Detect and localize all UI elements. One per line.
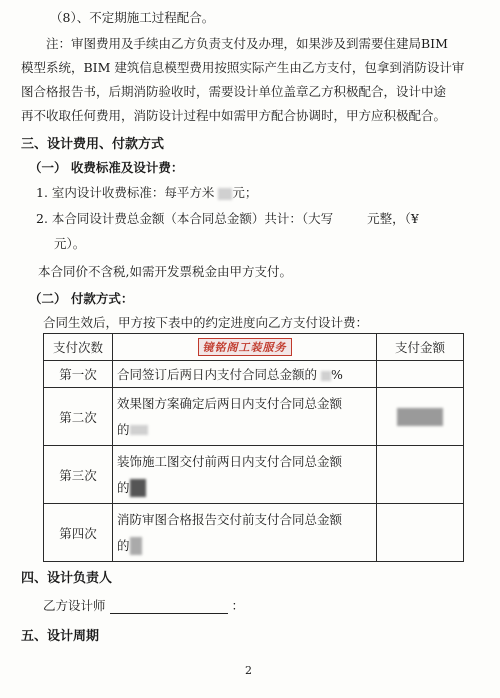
page-number: 2 — [245, 664, 252, 677]
redacted-percent — [130, 479, 146, 497]
row-2-of: 的 — [117, 421, 130, 437]
designer-signature-blank — [110, 601, 228, 614]
table-row — [44, 446, 464, 504]
row-4-amount — [377, 504, 464, 562]
section-3-title: 三、设计费用、付款方式 — [21, 137, 165, 152]
fee-line-1-label: 1. 室内设计收费标准：每平方米 — [36, 185, 215, 200]
redacted-percent — [130, 537, 142, 555]
row-3-tail — [117, 475, 372, 501]
row-4-of: 的 — [117, 537, 130, 553]
redacted-percent — [321, 371, 331, 381]
payment-intro: 合同生效后，甲方按下表中的约定进度向乙方支付设计费： — [43, 315, 369, 330]
designer-label: 乙方设计师 — [43, 598, 106, 613]
watermark-text: 镜铭阁工装服务 — [202, 341, 287, 354]
row-3-of: 的 — [117, 479, 130, 495]
row-2-amount — [377, 388, 464, 446]
row-2-text: 效果图方案确定后两日内支付合同总金额 — [117, 395, 343, 411]
row-2-tail — [117, 417, 372, 443]
item-8: （8）、不定期施工过程配合。 — [50, 10, 215, 25]
fee-line-2 — [36, 209, 419, 227]
table-row — [44, 361, 464, 388]
fee-line-1-unit: 元； — [232, 185, 258, 200]
watermark-logo — [198, 338, 292, 356]
designer-colon: ： — [231, 598, 244, 613]
row-1-text: 合同签订后两日内支付合同总金额的 — [117, 367, 318, 382]
header-watermark-cell — [113, 334, 377, 361]
fee-line-2-end: 元）。 — [54, 236, 86, 251]
row-1-amount — [377, 361, 464, 388]
row-3-amount — [377, 446, 464, 504]
payment-schedule-table — [43, 333, 464, 562]
note-line-3: 图合格报告书，后期消防验收时，需要设计单位盖章乙方积极配合，设计中途 — [21, 84, 447, 99]
row-1-percent: % — [331, 367, 343, 382]
note-line-4: 再不收取任何费用，消防设计过程中如需甲方配合协调时，甲方应积极配合。 — [21, 108, 447, 123]
redacted-amount — [397, 408, 443, 426]
header-payment-amount: 支付金额 — [377, 334, 464, 361]
row-4-desc — [113, 504, 377, 562]
row-4-num: 第四次 — [44, 504, 113, 562]
table-header-row — [44, 334, 464, 361]
section-4-title: 四、设计负责人 — [21, 571, 113, 586]
section-5-title: 五、设计周期 — [21, 629, 100, 644]
tax-note: 本合同价不含税,如需开发票税金由甲方支付。 — [38, 264, 292, 279]
row-2-num: 第二次 — [44, 388, 113, 446]
row-2-desc — [113, 388, 377, 446]
fee-line-2-mid: 元整，（¥ — [367, 211, 419, 226]
fee-line-1 — [36, 183, 257, 201]
redacted-price — [218, 188, 232, 200]
row-3-desc — [113, 446, 377, 504]
row-4-text: 消防审图合格报告交付前支付合同总金额 — [117, 511, 343, 527]
redacted-percent — [130, 425, 148, 435]
table-row — [44, 388, 464, 446]
table-row — [44, 504, 464, 562]
row-4-tail — [117, 533, 372, 559]
row-1-num: 第一次 — [44, 361, 113, 388]
designer-line — [43, 596, 244, 614]
subsection-payment-method: （二） 付款方式： — [29, 291, 134, 306]
header-payment-count: 支付次数 — [44, 334, 113, 361]
note-line-2: 模型系统，BIM 建筑信息模型费用按照实际产生由乙方支付，包拿到消防设计审 — [21, 60, 465, 75]
row-1-desc — [113, 361, 377, 388]
subsection-fee-standard: （一） 收费标准及设计费： — [29, 160, 184, 175]
fee-line-2-label: 2. 本合同设计费总金额（本合同总金额）共计：（大写 — [36, 211, 334, 226]
note-line-1: 注：审图费用及手续由乙方负责支付及办理，如果涉及到需要住建局BIM — [46, 36, 448, 51]
row-3-num: 第三次 — [44, 446, 113, 504]
row-3-text: 装饰施工图交付前两日内支付合同总金额 — [117, 453, 343, 469]
